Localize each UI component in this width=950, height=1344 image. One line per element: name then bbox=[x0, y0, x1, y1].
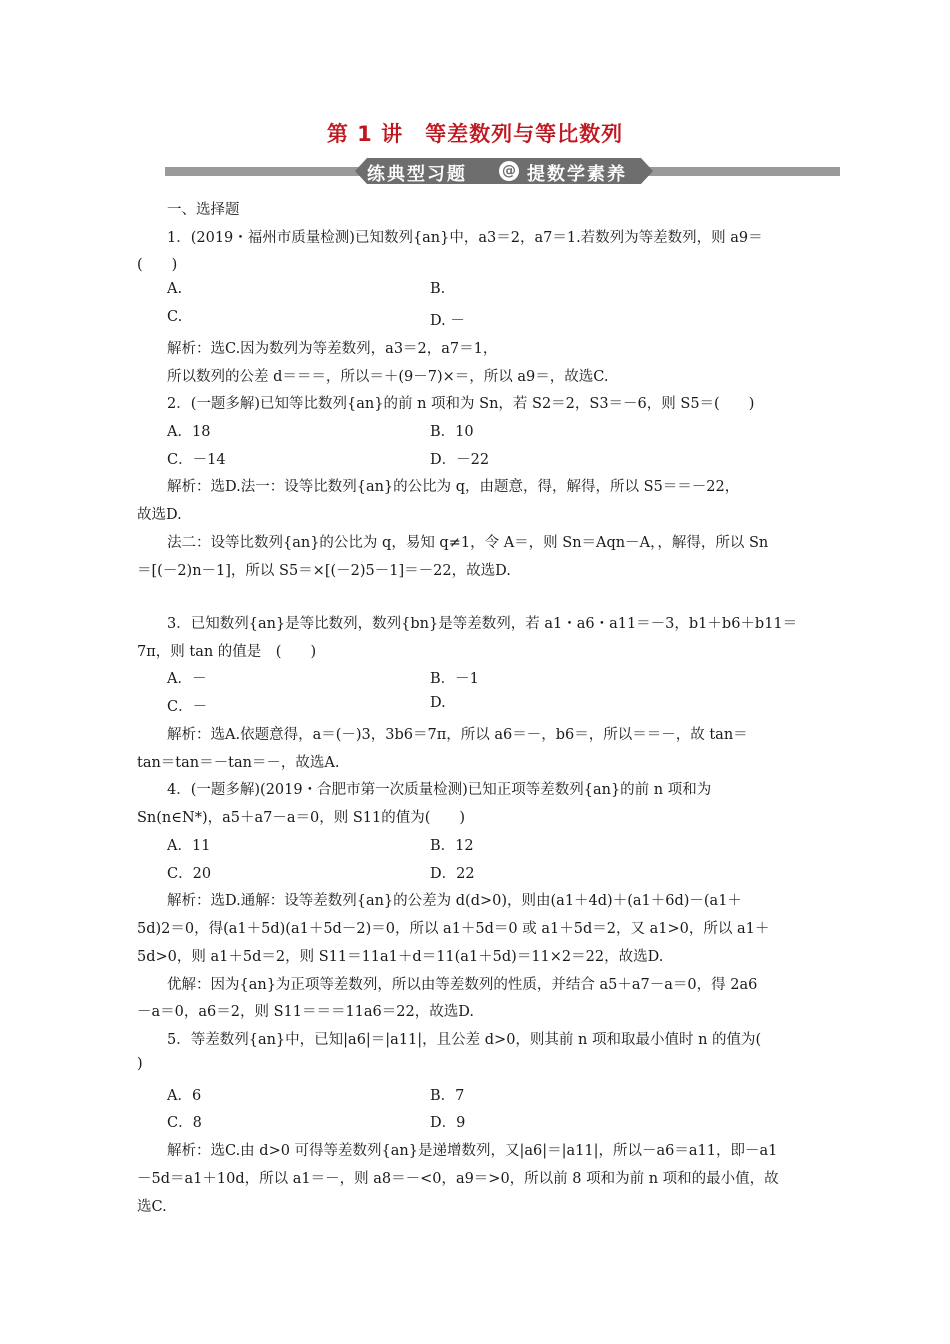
q4-option-b: B．12 bbox=[430, 838, 474, 854]
q2-solution: 法二：设等比数列{an}的公比为 q，易知 q≠1，令 A＝，则 Sn＝Aqn－A，，解得，所以 Sn bbox=[167, 535, 769, 551]
q2-stem: 2．(一题多解)已知等比数列{an}的前 n 项和为 Sn，若 S2＝2，S3＝－6，则 S5＝( ) bbox=[167, 396, 755, 412]
q3-solution: 解析：选A.依题意得，a＝(－)3，3b6＝7π，所以 a6＝－，b6＝，所以＝＝－，故 tan＝ bbox=[167, 727, 748, 743]
q5-option-b: B．7 bbox=[430, 1088, 465, 1104]
banner-left-text: 练典型习题 bbox=[367, 164, 467, 185]
q1-option-d: D. － bbox=[430, 313, 465, 329]
page-title: 第 1 讲 等差数列与等比数列 bbox=[326, 122, 624, 146]
q2-solution: 故选D. bbox=[137, 507, 182, 523]
q4-stem: 4．(一题多解)(2019・合肥市第一次质量检测)已知正项等差数列{an}的前 n 项和为 bbox=[167, 782, 712, 798]
q1-solution: 所以数列的公差 d＝＝＝，所以＝＋(9－7)×＝，所以 a9＝，故选C. bbox=[167, 369, 609, 385]
q4-option-a: A．11 bbox=[167, 838, 211, 854]
q4-stem-cont: Sn(n∈N*)，a5＋a7－a＝0，则 S11的值为( ) bbox=[137, 810, 466, 826]
q4-solution: 5d)2＝0，得(a1＋5d)(a1＋5d－2)＝0，所以 a1＋5d＝0 或 a1＋5d＝2，又 a1>0，所以 a1＋ bbox=[137, 921, 770, 937]
q4-solution: 解析：选D.通解：设等差数列{an}的公差为 d(d>0)，则由(a1＋4d)＋(a1＋6d)－(a1＋ bbox=[167, 893, 742, 909]
q5-option-c: C．8 bbox=[167, 1115, 202, 1131]
q4-solution: 优解：因为{an}为正项等差数列，所以由等差数列的性质，并结合 a5＋a7－a＝0，得 2a6 bbox=[167, 977, 758, 993]
q5-stem: 5．等差数列{an}中，已知|a6|＝|a11|，且公差 d>0，则其前 n 项和取最小值时 n 的值为( bbox=[167, 1032, 762, 1048]
q2-solution: 解析：选D.法一：设等比数列{an}的公比为 q，由题意，得，解得，所以 S5＝＝－22， bbox=[167, 479, 740, 495]
q2-option-c: C．－14 bbox=[167, 452, 226, 468]
q3-option-a: A．－ bbox=[167, 671, 207, 687]
q3-stem: 3．已知数列{an}是等比数列，数列{bn}是等差数列，若 a1・a6・a11＝－3，b1＋b6＋b11＝ bbox=[167, 616, 798, 632]
q5-solution: 选C. bbox=[137, 1199, 167, 1215]
q5-solution: －5d＝a1＋10d，所以 a1＝－，则 a8＝－<0，a9＝>0，所以前 8 项和为前 n 项和的最小值，故 bbox=[137, 1171, 779, 1187]
q4-option-d: D．22 bbox=[430, 866, 475, 882]
q1-option-c: C. bbox=[167, 309, 183, 325]
q4-option-c: C．20 bbox=[167, 866, 212, 882]
q1-option-b: B. bbox=[430, 281, 446, 297]
q4-solution: 5d>0，则 a1＋5d＝2，则 S11＝11a1＋d＝11(a1＋5d)＝11×2＝22，故选D. bbox=[137, 949, 664, 965]
q3-option-b: B．－1 bbox=[430, 671, 479, 687]
q2-option-d: D．－22 bbox=[430, 452, 490, 468]
q5-stem-cont: ) bbox=[137, 1056, 143, 1072]
section-heading: 一、选择题 bbox=[167, 202, 240, 218]
q2-option-b: B．10 bbox=[430, 424, 474, 440]
q5-solution: 解析：选C.由 d>0 可得等差数列{an}是递增数列，又|a6|＝|a11|，所以－a6＝a11，即－a1 bbox=[167, 1143, 778, 1159]
q3-stem-cont: 7π，则 tan 的值是 ( ) bbox=[137, 644, 317, 660]
q1-option-a: A. bbox=[167, 281, 183, 297]
q1-solution: 解析：选C.因为数列为等差数列，a3＝2，a7＝1， bbox=[167, 341, 498, 357]
section-banner bbox=[165, 158, 840, 184]
q5-option-a: A．6 bbox=[167, 1088, 202, 1104]
q3-option-d: D. bbox=[430, 695, 446, 711]
q5-option-d: D．9 bbox=[430, 1115, 466, 1131]
q4-solution: －a＝0，a6＝2，则 S11＝＝＝11a6＝22，故选D. bbox=[137, 1004, 474, 1020]
q2-option-a: A．18 bbox=[167, 424, 211, 440]
q2-solution: ＝[(－2)n－1]，所以 S5＝×[(－2)5－1]＝－22，故选D. bbox=[137, 563, 511, 579]
banner-right-text: 提数学素养 bbox=[527, 164, 627, 185]
q3-option-c: C．－ bbox=[167, 699, 208, 715]
banner-center-icon: @ bbox=[499, 161, 519, 181]
q1-stem-cont: ( ) bbox=[137, 257, 178, 273]
q3-solution: tan＝tan＝－tan＝－，故选A. bbox=[137, 755, 340, 771]
q1-stem: 1．(2019・福州市质量检测)已知数列{an}中，a3＝2，a7＝1.若数列为等差数列，则 a9＝ bbox=[167, 230, 763, 246]
